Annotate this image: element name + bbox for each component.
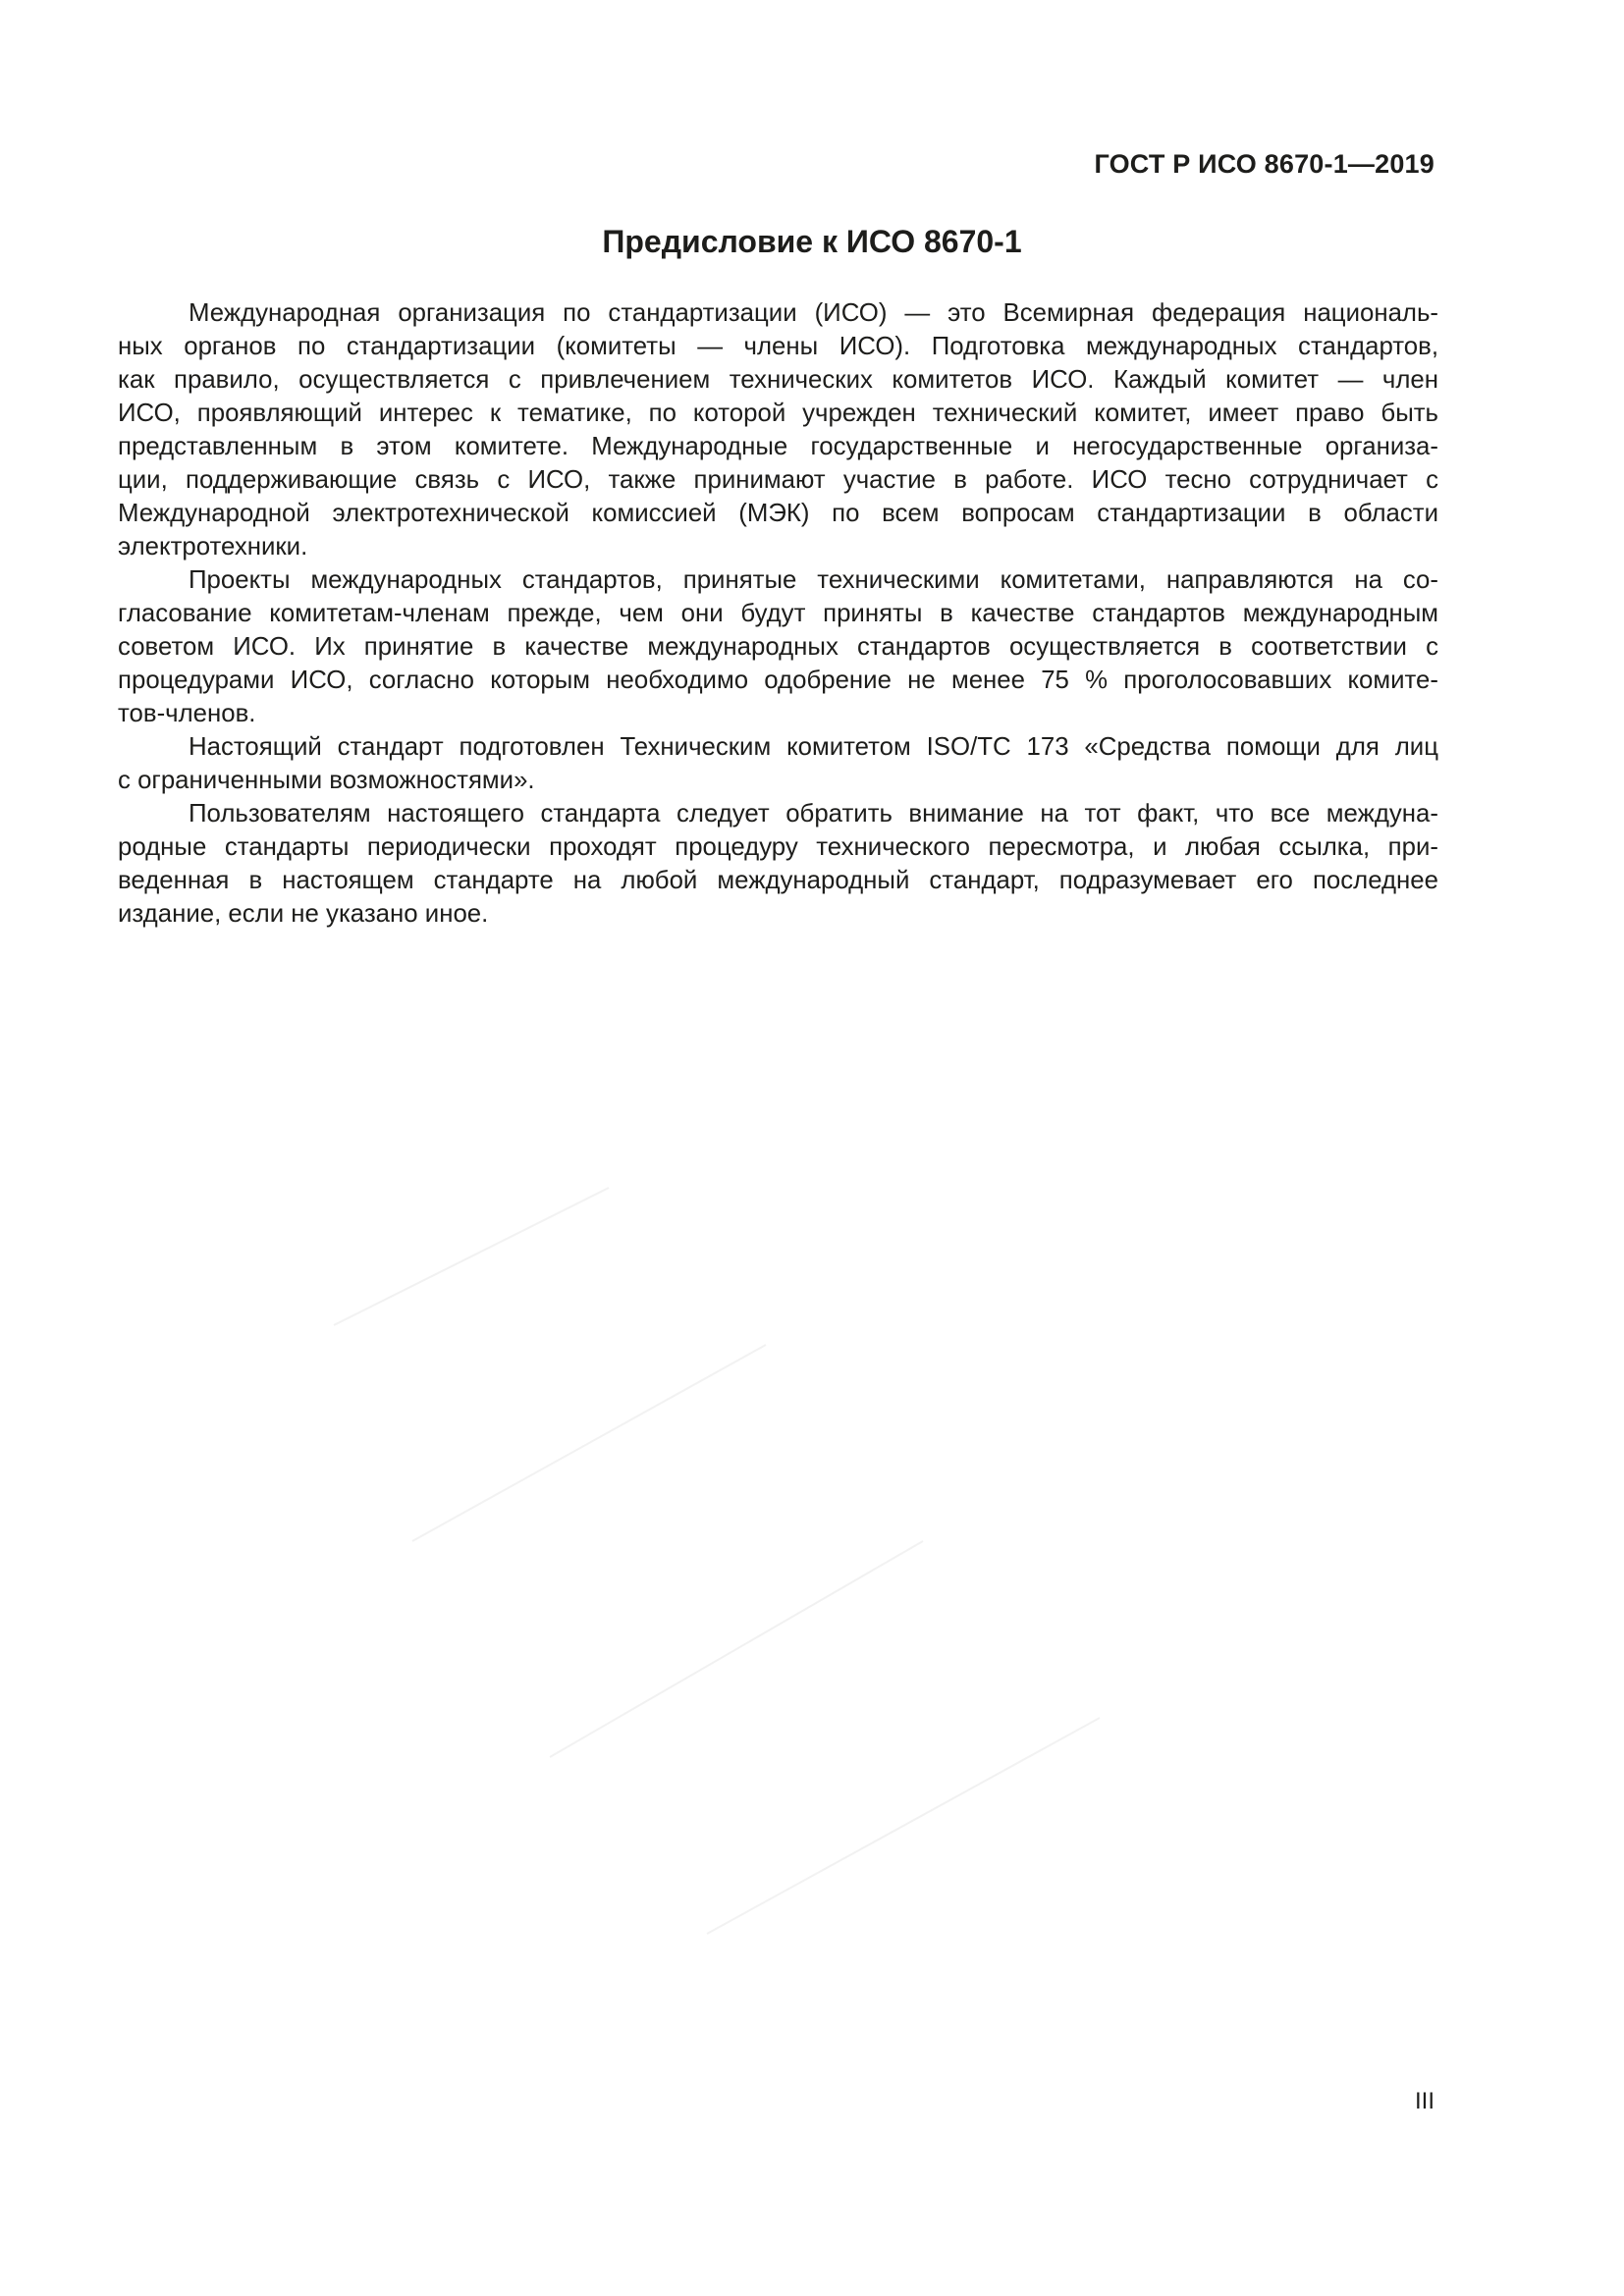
text-line: родные стандарты периодически проходят процедуру технического пересмотра, и любая ссылка, при- [118,833,1438,861]
paragraph [118,797,1438,931]
text-line: тов-членов. [118,700,256,727]
page-number: III [1414,2088,1435,2114]
text-line: веденная в настоящем стандарте на любой международный стандарт, подразумевает его последнее [118,867,1438,894]
faint-watermark [295,1129,1276,2012]
paragraph [118,730,1438,797]
text-line: с ограниченными возможностями». [118,767,535,794]
body-text [118,296,1438,931]
document-code: ГОСТ Р ИСО 8670-1—2019 [1094,149,1435,179]
paragraph [118,563,1438,730]
text-line: процедурами ИСО, согласно которым необходимо одобрение не менее 75 % проголосовавших комите- [118,667,1438,694]
paragraph [118,296,1438,563]
text-line: гласование комитетам-членам прежде, чем они будут приняты в качестве стандартов международным [118,600,1438,627]
text-line: ных органов по стандартизации (комитеты — члены ИСО). Подготовка международных стандартов, [118,333,1438,360]
text-line: ции, поддерживающие связь с ИСО, также принимают участие в работе. ИСО тесно сотрудничает с [118,466,1438,494]
text-line: Международной электротехнической комиссией (МЭК) по всем вопросам стандартизации в области [118,500,1438,527]
text-line: советом ИСО. Их принятие в качестве международных стандартов осуществляется в соответствии с [118,633,1438,661]
text-line: электротехники. [118,533,308,561]
text-line: Настоящий стандарт подготовлен Техническим комитетом ISO/TC 173 «Средства помощи для лиц [189,733,1438,761]
text-line: издание, если не указано иное. [118,900,489,928]
text-line: Пользователям настоящего стандарта следует обратить внимание на тот факт, что все междуна- [189,800,1438,828]
text-line: ИСО, проявляющий интерес к тематике, по которой учрежден технический комитет, имеет право быть [118,400,1438,427]
text-line: Международная организация по стандартизации (ИСО) — это Всемирная федерация националь- [189,299,1438,327]
text-line: как правило, осуществляется с привлечением технических комитетов ИСО. Каждый комитет — член [118,366,1438,394]
text-line: Проекты международных стандартов, принятые техническими комитетами, направляются на со- [189,566,1438,594]
page-title: Предисловие к ИСО 8670-1 [602,224,1022,259]
text-line: представленным в этом комитете. Международные государственные и негосударственные организа- [118,433,1438,460]
